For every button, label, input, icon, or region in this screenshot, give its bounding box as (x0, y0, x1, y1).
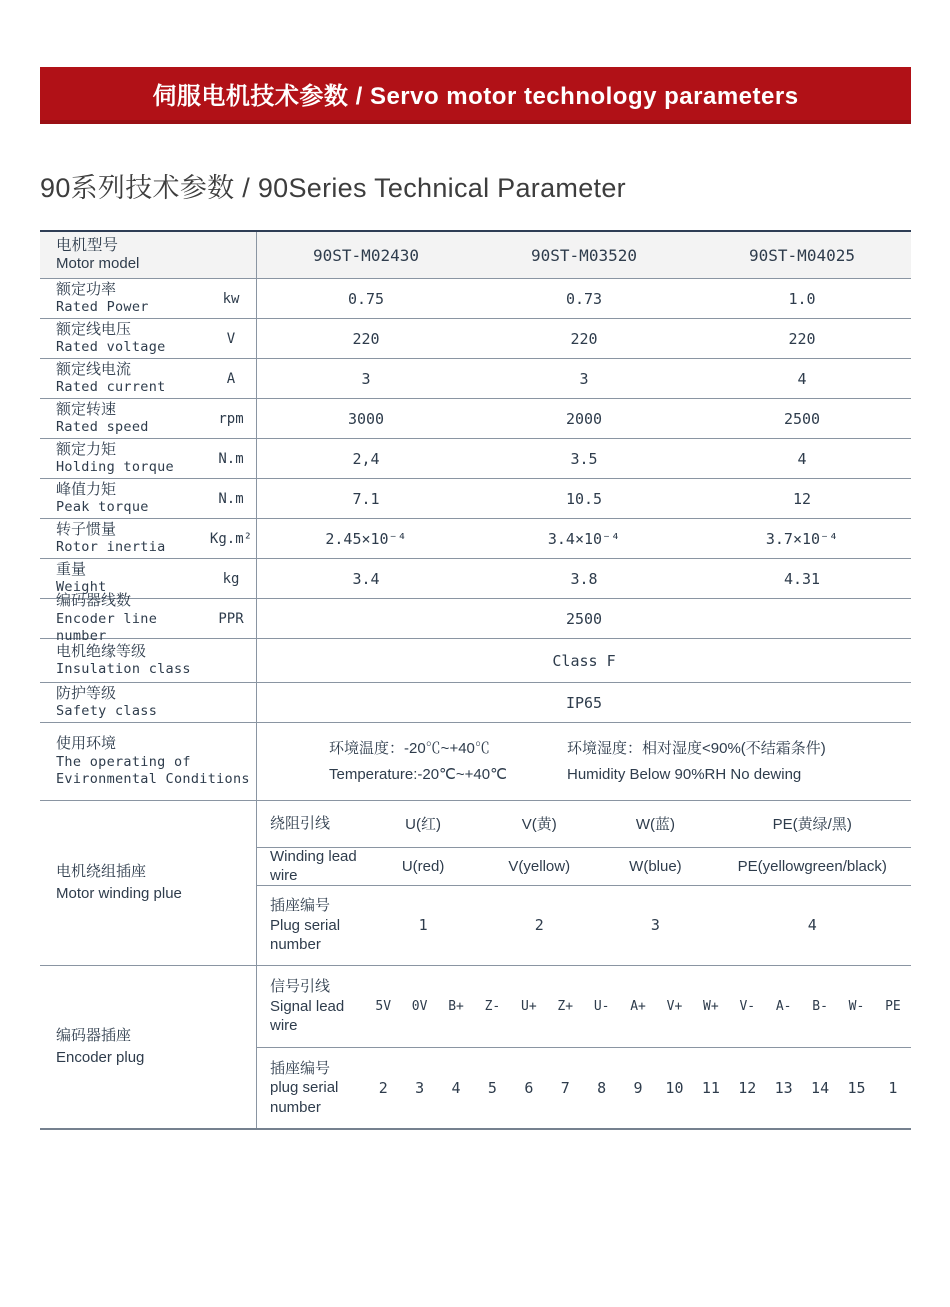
winding-cell: V(黄) (521, 816, 557, 834)
spec-row-holding-torque (40, 439, 911, 479)
spec-row-encoder-line-number (40, 592, 911, 644)
winding-cell: PE(yellowgreen/black) (737, 857, 887, 875)
model-column-header: 90ST-M03520 (531, 245, 637, 265)
row-label-zh: 电机绝缘等级 (56, 642, 147, 660)
signal-cell: B+ (448, 999, 464, 1014)
signal-cell: 0V (411, 999, 428, 1014)
winding-lead-wire-zh-row (257, 801, 911, 848)
row-label-zh: 额定力矩 (56, 440, 117, 458)
row-label-zh: 峰值力矩 (56, 480, 117, 498)
spec-value: 220 (788, 329, 816, 348)
serial-cell: 7 (560, 1079, 570, 1097)
row-label-en: Safety class (56, 703, 158, 720)
spec-row-rated-power (40, 279, 911, 319)
spec-value: 7.1 (352, 489, 380, 508)
signal-cell: 5V (375, 999, 392, 1014)
winding-serial: 2 (534, 916, 544, 935)
spec-value-merged: 2500 (565, 609, 603, 628)
row-label-zh: 编码器线数 (56, 592, 132, 610)
winding-plug-serial-row (257, 886, 911, 965)
humidity-zh: 环境湿度：相对湿度<90%(不结霜条件) (567, 740, 826, 757)
spec-row-rated-voltage (40, 319, 911, 359)
row-label-en: Holding torque (56, 459, 174, 476)
spec-row-peak-torque (40, 479, 911, 519)
serial-cell: 11 (701, 1079, 720, 1097)
row-label-en: The operating of (56, 754, 191, 770)
serial-cell: 6 (524, 1079, 534, 1097)
row-unit: rpm (218, 410, 244, 427)
spec-value: 4 (797, 369, 807, 388)
encoder-serial-row (257, 1048, 911, 1128)
winding-cell: W(蓝) (635, 816, 675, 834)
row-label-zh: 额定转速 (56, 400, 117, 418)
winding-cell: U(red) (401, 857, 445, 875)
signal-cell: U+ (521, 999, 537, 1014)
serial-cell: 4 (451, 1079, 461, 1097)
serial-cell: 2 (378, 1079, 388, 1097)
spec-row-safety-class (40, 683, 911, 723)
spec-value: 4.31 (783, 569, 821, 588)
signal-cell: V+ (666, 999, 683, 1014)
spec-row-environment (40, 723, 911, 801)
section-label-en: Motor winding plue (56, 885, 182, 902)
spec-value: 3.8 (570, 569, 598, 588)
section-label-en: Encoder plug (56, 1049, 145, 1066)
row-unit: Kg.m² (209, 530, 253, 547)
spec-value: 0.73 (565, 289, 603, 308)
spec-value: 3000 (347, 409, 385, 428)
winding-lead-wire-en-row (257, 848, 911, 886)
serial-cell: 9 (633, 1079, 643, 1097)
temperature-en: Temperature:-20℃~+40℃ (329, 765, 507, 783)
signal-cell: Z- (484, 999, 501, 1014)
spec-value: 2500 (783, 409, 821, 428)
winding-serial: 3 (650, 916, 660, 935)
signal-cell: B- (812, 999, 828, 1014)
motor-model-label-en: Motor model (56, 255, 140, 273)
spec-value: 3.5 (570, 449, 598, 468)
row-label-zh: 额定功率 (56, 280, 117, 298)
spec-row-rotor-inertia (40, 519, 911, 559)
section-encoder-plug (40, 966, 911, 1128)
environment-humidity (557, 736, 911, 787)
row-label-zh: 使用环境 (56, 735, 117, 753)
section-motor-winding-plug (40, 801, 911, 966)
spec-value: 2000 (565, 409, 603, 428)
humidity-en: Humidity Below 90%RH No dewing (567, 765, 802, 783)
subrow-label-zh: 信号引线 (270, 978, 331, 996)
serial-cell: 5 (487, 1079, 497, 1097)
encoder-signal-row (257, 966, 911, 1048)
spec-value: 3.4 (352, 569, 380, 588)
spec-value: 3.4×10⁻⁴ (547, 529, 621, 548)
signal-cell: U- (593, 999, 610, 1014)
row-label-zh: 重量 (56, 560, 87, 578)
row-label-zh: 转子惯量 (56, 520, 117, 538)
banner (40, 67, 911, 124)
spec-value: 220 (570, 329, 598, 348)
winding-serial: 1 (418, 916, 428, 935)
spec-value: 4 (797, 449, 807, 468)
temperature-zh: 环境温度：-20℃~+40℃ (329, 740, 490, 757)
spec-value: 3 (361, 369, 371, 388)
winding-cell: V(yellow) (508, 857, 571, 875)
row-unit: kw (222, 290, 240, 307)
signal-cell: A+ (630, 999, 646, 1014)
motor-model-label-zh: 电机型号 (56, 236, 119, 254)
spec-value: 3.7×10⁻⁴ (765, 529, 839, 548)
subrow-label-zh: 插座编号 (270, 897, 331, 915)
signal-cell: W- (848, 999, 865, 1014)
winding-cell: U(红) (405, 816, 441, 834)
banner-title: 伺服电机技术参数 / Servo motor technology parameters (152, 83, 799, 110)
serial-cell: 14 (811, 1079, 830, 1097)
spec-value: 2.45×10⁻⁴ (325, 529, 407, 548)
row-label-en: Rated voltage (56, 339, 166, 356)
row-unit: N.m (218, 450, 244, 467)
table-header-row (40, 232, 911, 279)
row-unit: kg (222, 570, 240, 587)
serial-cell: 13 (774, 1079, 793, 1097)
signal-cell: PE (885, 999, 901, 1014)
winding-cell: PE(黄绿/黑) (772, 816, 852, 834)
row-label-en: Encoder line number (56, 611, 158, 644)
row-label-zh: 额定线电压 (56, 320, 132, 338)
spec-row-insulation-class (40, 639, 911, 683)
spec-value-merged: Class F (552, 651, 616, 670)
model-column-header: 90ST-M02430 (313, 245, 419, 265)
spec-row-rated-current (40, 359, 911, 399)
spec-value-merged: IP65 (565, 693, 603, 712)
spec-value: 3 (579, 369, 589, 388)
subrow-label-en: Plug serial number (270, 916, 341, 954)
serial-cell: 8 (597, 1079, 607, 1097)
spec-table (40, 230, 911, 1130)
row-label-en: Rated speed (56, 419, 149, 436)
serial-cell: 1 (888, 1079, 898, 1097)
motor-model-header-cell (40, 232, 257, 278)
row-label-en: Weight (56, 579, 107, 596)
page-title: 90系列技术参数 / 90Series Technical Parameter (40, 173, 626, 203)
signal-cell: V- (739, 999, 756, 1014)
signal-cell: Z+ (557, 999, 574, 1014)
row-label-zh: 防护等级 (56, 684, 117, 702)
subrow-label-en: Signal lead wire (270, 997, 345, 1035)
model-column-header: 90ST-M04025 (749, 245, 855, 265)
subrow-label: 绕阻引线 (270, 815, 331, 833)
winding-serial: 4 (807, 916, 817, 935)
winding-cell: W(blue) (629, 857, 682, 875)
spec-value: 12 (792, 489, 812, 508)
row-unit: A (226, 370, 236, 387)
row-unit: PPR (218, 610, 244, 627)
spec-value: 0.75 (347, 289, 385, 308)
subrow-label: Winding lead wire (270, 847, 357, 885)
row-unit: V (226, 330, 236, 347)
section-label-zh: 电机绕组插座 (56, 862, 147, 880)
spec-value: 2,4 (352, 449, 380, 468)
spec-value: 10.5 (565, 489, 603, 508)
section-label-zh: 编码器插座 (56, 1026, 132, 1044)
environment-temperature (257, 736, 557, 787)
subrow-label-zh: 插座编号 (270, 1059, 331, 1077)
serial-cell: 12 (738, 1079, 757, 1097)
spec-value: 1.0 (788, 289, 816, 308)
row-label-en: Peak torque (56, 499, 149, 516)
row-label-en: Evironmental Conditions (56, 770, 250, 787)
serial-cell: 15 (847, 1079, 866, 1097)
row-label-en: Rated current (56, 379, 166, 396)
serial-cell: 10 (665, 1079, 684, 1097)
spec-row-rated-speed (40, 399, 911, 439)
row-label-en: Rotor inertia (56, 539, 166, 556)
serial-cell: 3 (415, 1079, 425, 1097)
subrow-label-en: plug serial number (270, 1079, 339, 1116)
row-label-en: Insulation class (56, 661, 191, 678)
signal-cell: W+ (703, 999, 719, 1014)
spec-value: 220 (352, 329, 380, 348)
row-label-en: Rated Power (56, 299, 149, 316)
row-label-zh: 额定线电流 (56, 360, 132, 378)
signal-cell: A- (775, 999, 792, 1014)
row-unit: N.m (218, 490, 244, 507)
